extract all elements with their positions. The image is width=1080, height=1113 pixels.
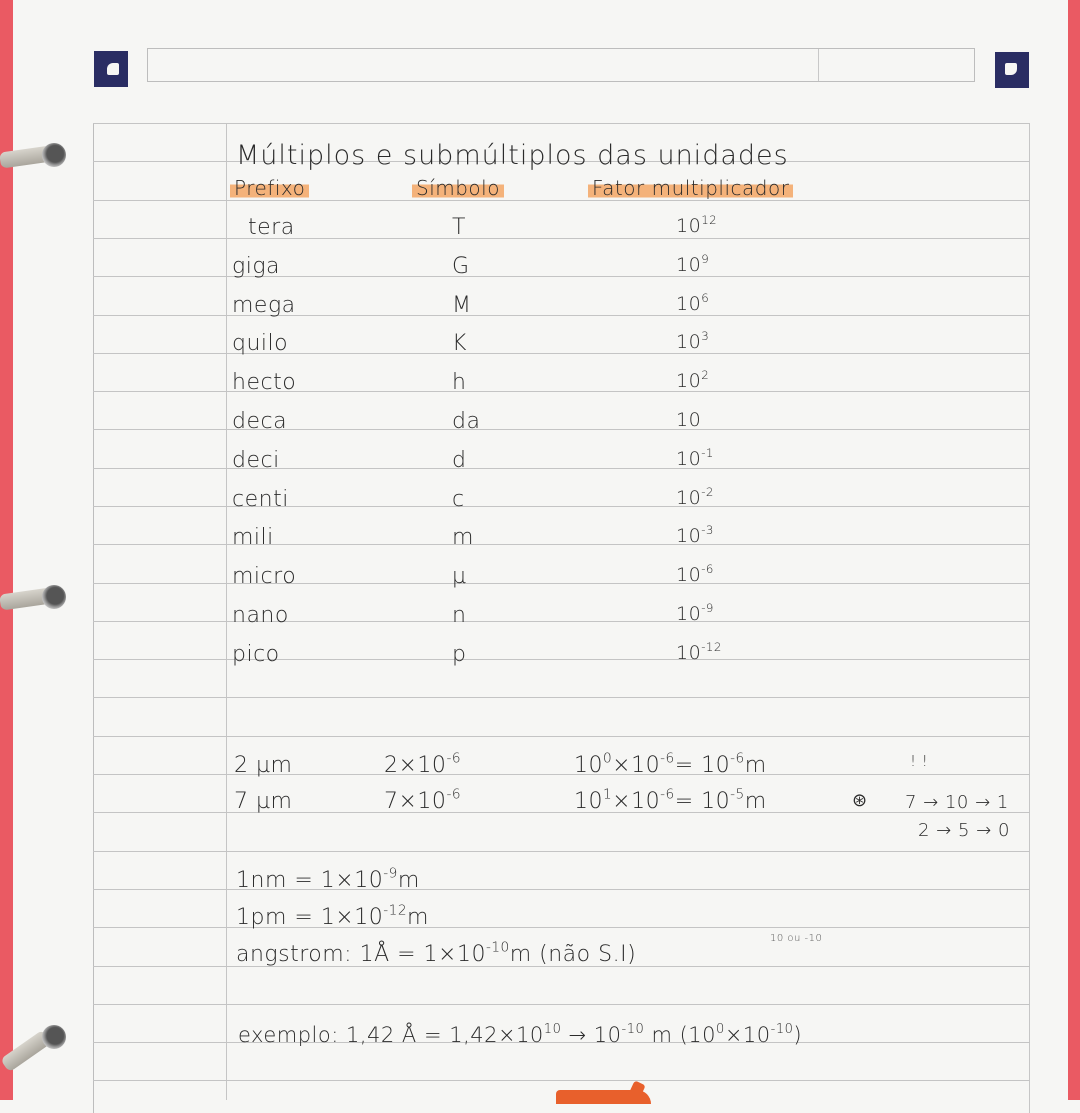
prefix-name: centi bbox=[232, 486, 289, 512]
prefix-symbol: h bbox=[452, 370, 467, 396]
multiplier-factor: $10^{-6}$ bbox=[676, 561, 714, 587]
ruled-line bbox=[93, 851, 1030, 852]
binder-ring bbox=[0, 143, 64, 169]
angstrom-side-note: 10 ou -10 bbox=[770, 933, 823, 944]
column-header-factor: Fator multiplicador bbox=[588, 176, 793, 200]
page-title: Múltiplos e submúltiplos das unidades bbox=[236, 140, 789, 171]
prefix-name: nano bbox=[232, 603, 289, 628]
multiplier-factor: $10^{-1}$ bbox=[676, 445, 714, 470]
side-note-marks: ! ! bbox=[910, 752, 929, 770]
prefix-symbol: n bbox=[452, 603, 467, 628]
side-note-line1: 7 → 10 → 1 bbox=[905, 792, 1009, 813]
prefix-symbol: M bbox=[452, 292, 472, 318]
prefix-name: deci bbox=[232, 447, 280, 473]
multiplier-factor: $10^{-2}$ bbox=[676, 484, 714, 509]
multiplier-factor: $10^{12}$ bbox=[676, 212, 718, 237]
prefix-name: micro bbox=[232, 564, 297, 590]
prefix-name: mega bbox=[232, 292, 296, 318]
prefix-symbol: da bbox=[452, 409, 481, 434]
ruled-line bbox=[93, 889, 1030, 890]
multiplier-factor: $10^{-9}$ bbox=[676, 600, 714, 625]
prefix-symbol: G bbox=[452, 253, 470, 279]
corner-mark-icon bbox=[995, 52, 1029, 88]
side-note-line2: 2 → 5 → 0 bbox=[918, 820, 1010, 841]
multiplier-factor: 10 bbox=[676, 409, 702, 431]
prefix-name: deca bbox=[232, 409, 288, 434]
ruled-line bbox=[93, 697, 1030, 698]
definition-angstrom: angstrom: 1Å = $1\times 10^{-10}m$ (não S.I) bbox=[236, 939, 637, 967]
example-value: 7 µm bbox=[234, 789, 293, 814]
multiplier-factor: $10^{-12}$ bbox=[676, 639, 722, 664]
prefix-symbol: T bbox=[452, 215, 466, 240]
circled-scribble-icon: ⊛ bbox=[852, 790, 868, 811]
example-calculation: $10^0\times 10^{-6}= 10^{-6}m$ bbox=[574, 750, 767, 778]
prefix-name: tera bbox=[248, 215, 295, 240]
prefix-name: pico bbox=[232, 641, 280, 667]
prefix-name: mili bbox=[232, 525, 274, 551]
prefix-symbol: d bbox=[452, 447, 467, 473]
orange-marker-blot bbox=[556, 1090, 651, 1104]
example-scientific: $2\times 10^{-6}$ bbox=[384, 750, 462, 778]
notebook-red-edge-right bbox=[1068, 0, 1080, 1100]
prefix-name: hecto bbox=[232, 370, 297, 396]
ruled-line bbox=[93, 927, 1030, 928]
multiplier-factor: $10^{-3}$ bbox=[676, 523, 714, 548]
header-box bbox=[147, 48, 975, 82]
ruled-line bbox=[93, 123, 1030, 124]
binder-ring bbox=[0, 1025, 64, 1051]
ruled-line bbox=[93, 736, 1030, 737]
definition-pm: $1pm = 1\times 10^{-12}m$ bbox=[236, 902, 429, 930]
prefix-symbol: c bbox=[452, 486, 465, 512]
example-scientific: $7\times 10^{-6}$ bbox=[384, 786, 462, 814]
prefix-symbol: m bbox=[452, 525, 474, 551]
example-angstrom-line: exemplo: 1,42 Å = $1,42\times 10^{10} \to 10^{-10}$ m $(10^0\times 10^{-10})$ bbox=[238, 1021, 803, 1047]
multiplier-factor: $10^6$ bbox=[676, 290, 710, 315]
corner-mark-icon bbox=[94, 51, 128, 87]
example-value: 2 µm bbox=[234, 753, 293, 778]
multiplier-factor: $10^9$ bbox=[676, 251, 710, 276]
column-header-prefix: Prefixo bbox=[230, 176, 309, 200]
example-calculation: $10^1\times 10^{-6}= 10^{-5}m$ bbox=[574, 786, 767, 814]
ruled-line bbox=[93, 200, 1030, 201]
multiplier-factor: $10^2$ bbox=[676, 367, 710, 393]
column-header-symbol: Símbolo bbox=[412, 176, 504, 200]
ruled-line bbox=[93, 238, 1030, 239]
ruled-line bbox=[93, 1080, 1030, 1081]
margin-line bbox=[226, 123, 227, 1100]
multiplier-factor: $10^3$ bbox=[676, 329, 710, 354]
prefix-symbol: K bbox=[452, 331, 467, 357]
prefix-name: giga bbox=[232, 253, 280, 279]
prefix-symbol: µ bbox=[452, 564, 467, 590]
definition-nm: $1nm = 1\times 10^{-9}m$ bbox=[236, 865, 420, 893]
ruled-line bbox=[93, 1004, 1030, 1005]
binder-ring bbox=[0, 585, 64, 611]
prefix-symbol: p bbox=[452, 641, 467, 667]
prefix-name: quilo bbox=[232, 331, 289, 357]
